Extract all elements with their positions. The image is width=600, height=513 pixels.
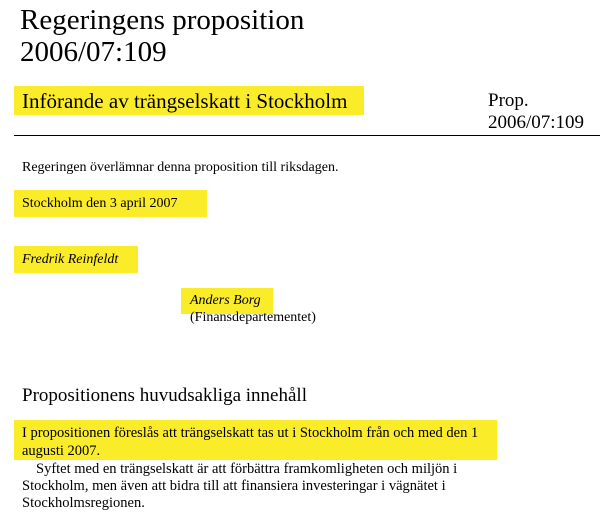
document-subtitle: Införande av trängselskatt i Stockholm	[22, 89, 348, 113]
prop-label: Prop.	[488, 90, 529, 111]
prop-reference	[488, 90, 584, 134]
lead-paragraph: I propositionen föreslås att trängselskatt tas ut i Stockholm från och med den 1 augusti 2007.	[22, 425, 479, 459]
prop-number: 2006/07:109	[488, 112, 585, 133]
intro-text: Regeringen överlämnar denna proposition till riksdagen.	[22, 160, 339, 175]
header-divider	[14, 135, 600, 136]
title-line-1: Regeringens proposition	[20, 4, 305, 36]
signatory-secondary: Anders Borg	[190, 293, 261, 308]
signatory-primary: Fredrik Reinfeldt	[22, 252, 119, 267]
document-title	[20, 4, 304, 68]
department: (Finansdepartementet)	[190, 310, 316, 325]
section-heading: Propositionens huvudsakliga innehåll	[22, 385, 307, 406]
place-date: Stockholm den 3 april 2007	[22, 196, 178, 211]
body-paragraph: Syftet med en trängselskatt är att förbättra framkomligheten och miljön i Stockholm, men även att bidra till att finansiera investeringar i vägnätet i Stockholmsregionen.	[22, 461, 458, 511]
title-line-2: 2006/07:109	[20, 36, 167, 68]
